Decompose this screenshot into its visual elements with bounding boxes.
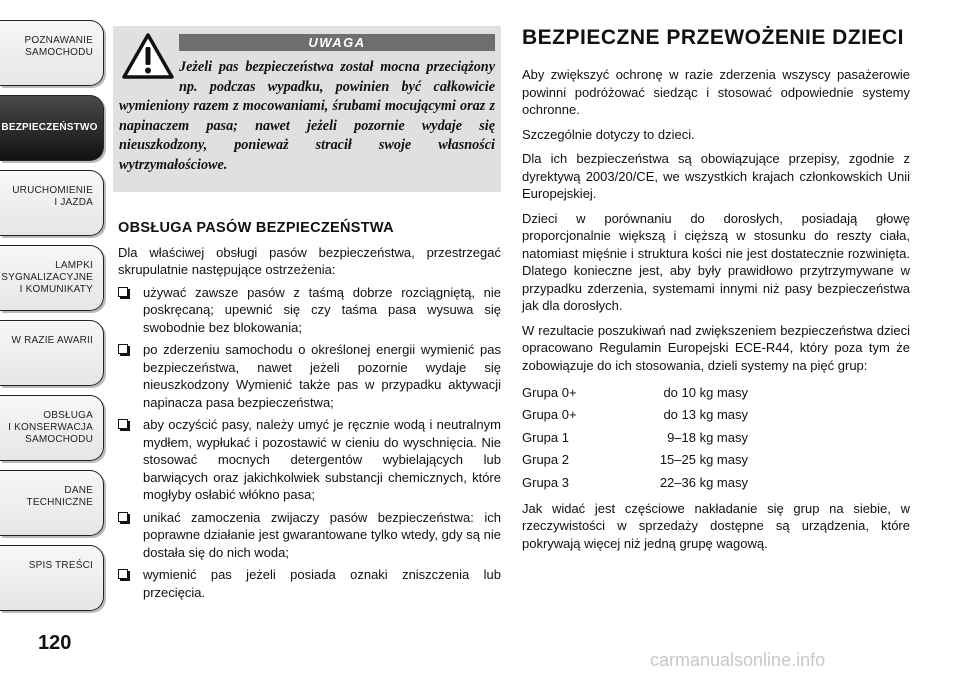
checkbox-bullet-icon xyxy=(118,344,128,354)
list-item-text: unikać zamoczenia zwijaczy pasów bezpieczeństwa: ich poprawne działanie jest gwarantowane tylko wtedy, gdy są nie dostała się do nich woda; xyxy=(143,509,501,560)
group-name: Grupa 0+ xyxy=(522,384,577,400)
chapter-sidebar xyxy=(0,20,104,620)
list-item xyxy=(118,509,501,562)
table-row xyxy=(522,449,910,472)
tab-obsluga-i-konserwacja[interactable]: OBSŁUGA I KONSERWACJA SAMOCHODU xyxy=(0,395,104,461)
warning-box xyxy=(113,26,501,192)
table-row xyxy=(522,381,910,404)
group-name: Grupa 1 xyxy=(522,429,569,445)
section-intro: Dla właściwej obsługi pasów bezpieczeństwa, przestrzegać skrupulatnie następujące ostrzeżenia: xyxy=(118,244,501,277)
paragraph: Dla ich bezpieczeństwa są obowiązujące przepisy, zgodnie z dyrektywą 2003/20/CE, we wszystkich krajach członkowskich Unii Europejskiej. xyxy=(522,151,910,201)
tab-dane-techniczne[interactable]: DANE TECHNICZNE xyxy=(0,470,104,536)
list-item-text: wymienić pas jeżeli posiada oznaki zniszczenia lub przecięcia. xyxy=(143,567,501,600)
section-heading: OBSŁUGA PASÓW BEZPIECZEŃSTWA xyxy=(118,220,394,236)
warning-header: UWAGA xyxy=(179,34,495,51)
tab-bezpieczenstwo[interactable]: BEZPIECZEŃSTWO xyxy=(0,95,104,161)
list-item xyxy=(118,566,501,601)
tab-w-razie-awarii[interactable]: W RAZIE AWARII xyxy=(0,320,104,386)
seatbelt-care-section xyxy=(118,220,501,606)
table-row xyxy=(522,426,910,449)
weight-groups-table xyxy=(522,381,910,494)
table-row xyxy=(522,471,910,494)
child-transport-section xyxy=(522,26,910,559)
list-item xyxy=(118,416,501,504)
group-range: 15–25 kg masy xyxy=(659,452,748,467)
checkbox-bullet-icon xyxy=(118,512,128,522)
paragraph: Szczególnie dotyczy to dzieci. xyxy=(522,126,695,142)
list-item-text: aby oczyścić pasy, należy umyć je ręcznie wodą i neutralnym mydłem, wypłukać i pozostawić w cieniu do wyschnięcia. Nie stosować mocnych detergentów wybielających lub barwiących oraz jakichkolwiek substancji chemicznych, które mogłyby osłabić włókno pasa; xyxy=(143,417,501,502)
checkbox-bullet-icon xyxy=(118,287,128,297)
group-range: 22–36 kg masy xyxy=(659,474,748,490)
group-range: do 10 kg masy xyxy=(663,384,748,400)
group-name: Grupa 3 xyxy=(522,474,569,490)
group-range: 9–18 kg masy xyxy=(667,429,748,445)
group-name: Grupa 0+ xyxy=(522,407,577,422)
list-item xyxy=(118,284,501,337)
page-number: 120 xyxy=(38,632,72,654)
paragraph: Jak widać jest częściowe nakładanie się grup na siebie, w rzeczywistości w sprzedaży dostępne są urządzenia, które pokrywają więcej niż jedną grupę wagową. xyxy=(522,500,910,551)
paragraph: W rezultacie poszukiwań nad zwiększeniem bezpieczeństwa dzieci opracowano Regulamin Europejski ECE-R44, który poza tym że zobowiązuje do ich stosowania, dzieli systemy na pięć grup: xyxy=(522,322,910,373)
paragraph: Aby zwiększyć ochronę w razie zderzenia wszyscy pasażerowie powinni podróżować siedząc i stosować odpowiednie systemy ochronne. xyxy=(522,67,910,117)
tab-spis-tresci[interactable]: SPIS TREŚCI xyxy=(0,545,104,611)
group-range: do 13 kg masy xyxy=(663,407,748,422)
checkbox-bullet-icon xyxy=(118,419,128,429)
table-row xyxy=(522,404,910,427)
page-title: BEZPIECZNE PRZEWOŻENIE DZIECI xyxy=(522,26,905,49)
group-name: Grupa 2 xyxy=(522,452,569,467)
list-item-text: używać zawsze pasów z taśmą dobrze rozciągniętą, nie poskręcaną; upewnić się czy taśma pasa wysuwa się swobodnie bez blokowania; xyxy=(143,284,501,335)
list-item xyxy=(118,341,501,411)
care-list xyxy=(118,284,501,602)
tab-poznawanie-samochodu[interactable]: POZNAWANIE SAMOCHODU xyxy=(0,20,104,86)
list-item-text: po zderzeniu samochodu o określonej energii wymienić pas bezpieczeństwa, nawet jeżeli pozornie wydaje się nieuszkodzony Wymienić także pas w przypadku aktywacji napinacza pasa bezpieczeństwa; xyxy=(143,342,501,410)
checkbox-bullet-icon xyxy=(118,569,128,579)
watermark: carmanualsonline.info xyxy=(650,650,826,670)
paragraph: Dzieci w porównaniu do dorosłych, posiadają głowę proporcjonalnie większą i cięższą w stosunku do reszty ciała, natomiast mięśnie i struktura kości nie jest dostatecznie rozwinięta. Dlatego konieczne jest, aby były prawidłowo przytrzymywane w przypadku zderzenia, systemami innymi niż pasy bezpieczeństwa jak dla dorosłych. xyxy=(522,210,910,313)
tab-uruchomienie-i-jazda[interactable]: URUCHOMIENIE I JAZDA xyxy=(0,170,104,236)
warning-text: Jeżeli pas bezpieczeństwa został mocna przeciążony np. podczas wypadku, powinien być całkowicie wymieniony razem z mocowaniami, śrubami mocującymi oraz z napinaczem pasa; nawet jeżeli pozornie wydaje się nieuszkodzony, ponieważ stracił swoje własności wytrzymałościowe. xyxy=(119,59,495,173)
tab-lampki-sygnalizacyjne[interactable]: LAMPKI SYGNALIZACYJNE I KOMUNIKATY xyxy=(0,245,104,311)
